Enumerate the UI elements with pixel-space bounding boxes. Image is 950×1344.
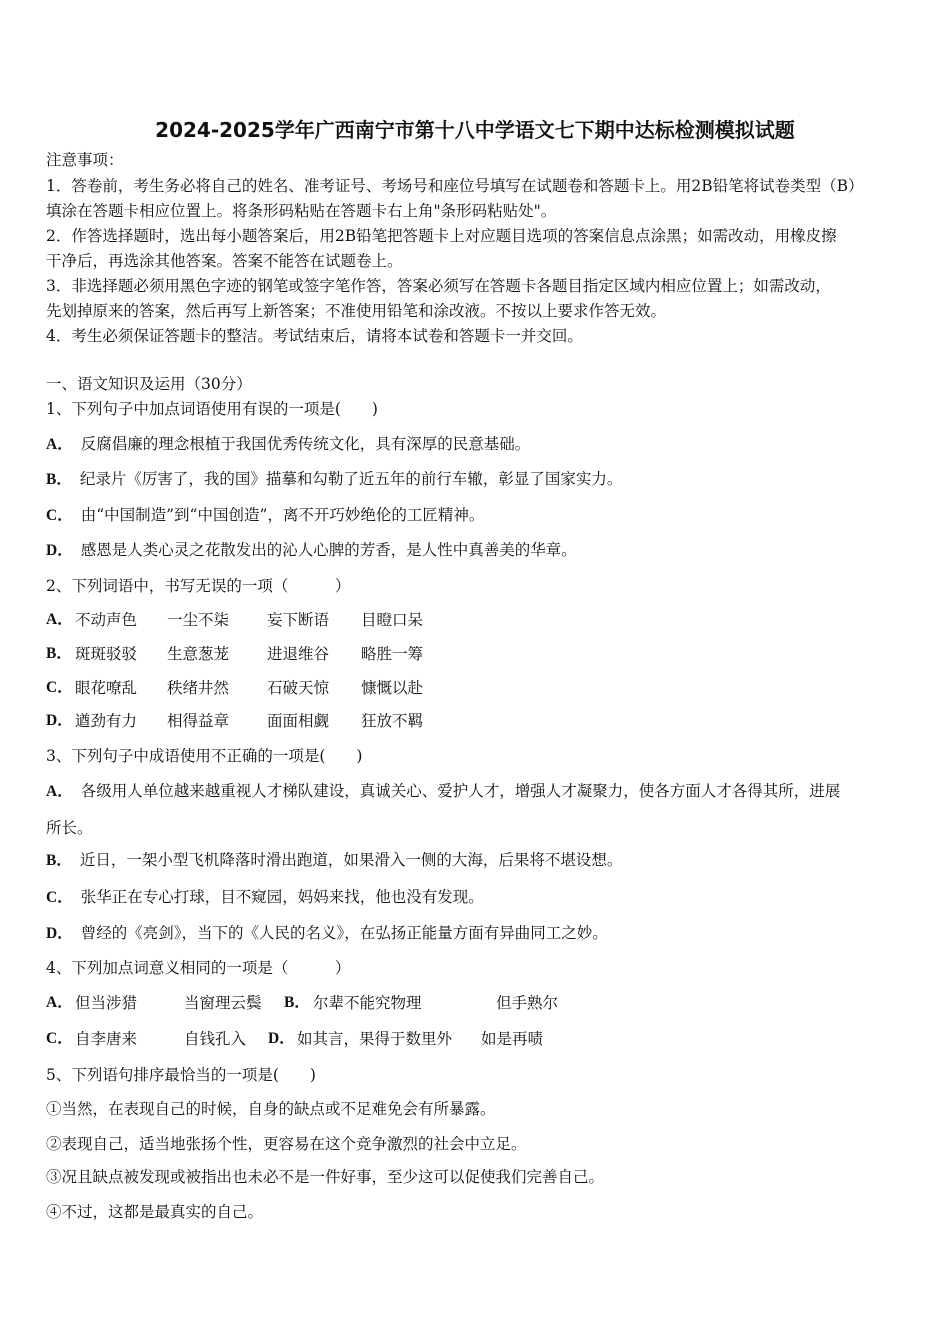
option-b: [46, 850, 622, 871]
notice-line: 4．考生必须保证答题卡的整洁。考试结束后，请将本试卷和答题卡一并交回。: [46, 327, 583, 345]
option-a-word-2: 当窗理云鬓: [184, 994, 262, 1012]
option-word: 不动声色: [75, 611, 138, 629]
option-text: 由“中国制造”到“中国创造”，离不开巧妙绝伦的工匠精神。: [80, 506, 485, 524]
option-word: 遒劲有力: [75, 712, 138, 730]
option-d: [46, 540, 577, 561]
option-key: B．: [284, 994, 310, 1011]
option-word: 妄下断语: [267, 611, 330, 629]
option-b: [46, 469, 622, 490]
question-1-stem: 1、下列句子中加点词语使用有误的一项是( ): [46, 400, 378, 418]
option-key: D．: [46, 542, 73, 559]
option-word: 眼花嘹乱: [75, 679, 138, 697]
notice-line: 2．作答选择题时，选出每小题答案后，用2B铅笔把答题卡上对应题目选项的答案信息点涂黑；如需改动，用橡皮擦: [46, 227, 837, 245]
question-4-stem: 4、下列加点词意义相同的一项是（ ）: [46, 959, 351, 977]
option-word: 狂放不羁: [361, 712, 424, 730]
notice-line: 1．答卷前，考生务必将自己的姓名、准考证号、考场号和座位号填写在试题卷和答题卡上。用2B铅笔将试卷类型（B）: [46, 177, 864, 195]
option-word: 石破天惊: [267, 679, 330, 697]
notice-line: 3．非选择题必须用黑色字迹的钢笔或签字笔作答，答案必须写在答题卡各题目指定区域内相应位置上；如需改动，: [46, 277, 831, 295]
option-word: 略胜一筹: [361, 645, 424, 663]
option-text: 曾经的《亮剑》，当下的《人民的名义》，在弘扬正能量方面有异曲同工之妙。: [80, 924, 608, 942]
option-key: D．: [268, 1030, 295, 1047]
option-d-word-2: 如是再啧: [481, 1030, 544, 1048]
sentence-item: ②表现自己，适当地张扬个性，更容易在这个竞争激烈的社会中立足。: [46, 1135, 527, 1153]
option-a-continued: 所长。: [46, 819, 93, 837]
notice-line: 填涂在答题卡相应位置上。将条形码粘贴在答题卡右上角"条形码粘贴处"。: [46, 202, 557, 220]
option-b-word-1: 尔辈不能究物理: [313, 994, 422, 1012]
question-2-stem: 2、下列词语中，书写无误的一项（ ）: [46, 577, 351, 595]
option-word: 相得益章: [167, 712, 230, 730]
option-key: C．: [46, 889, 73, 906]
option-key: B．: [46, 645, 72, 662]
option-key: D．: [46, 712, 73, 729]
option-key: A．: [46, 436, 73, 453]
option-key: C．: [46, 1030, 73, 1047]
option-key: C．: [46, 507, 73, 524]
option-key: C．: [46, 679, 73, 696]
option-text: 近日，一架小型飞机降落时滑出跑道，如果滑入一侧的大海，后果将不堪设想。: [79, 851, 623, 869]
option-word: 秩绪井然: [167, 679, 230, 697]
option-text: 纪录片《厉害了，我的国》描摹和勾勒了近五年的前行车辙，彰显了国家实力。: [79, 470, 623, 488]
notice-line: 先划掉原来的答案，然后再写上新答案；不准使用铅笔和涂改液。不按以上要求作答无效。: [46, 302, 667, 320]
option-word: 进退维谷: [267, 645, 330, 663]
option-text: 张华正在专心打球，目不窥园，妈妈来找，他也没有发现。: [80, 888, 484, 906]
option-a: [46, 781, 840, 802]
notice-heading: 注意事项：: [46, 151, 124, 169]
option-b-word-2: 但手熟尔: [496, 994, 559, 1012]
option-a-word-1: 但当涉猎: [75, 994, 138, 1012]
section-heading: 一、语文知识及运用（30分）: [46, 375, 252, 393]
option-c: [46, 887, 484, 908]
option-key: B．: [46, 471, 72, 488]
option-c-word-1: 自李唐来: [75, 1030, 138, 1048]
option-key: D．: [46, 925, 73, 942]
option-text: 感恩是人类心灵之花散发出的沁人心脾的芳香，是人性中真善美的华章。: [80, 541, 577, 559]
option-key: A．: [46, 994, 73, 1011]
option-word: 面面相觑: [267, 712, 330, 730]
option-c-word-2: 自钱孔入: [184, 1030, 247, 1048]
question-5-stem: 5、下列语句排序最恰当的一项是( ): [46, 1066, 316, 1084]
option-text: 各级用人单位越来越重视人才梯队建设，真诚关心、爱护人才，增强人才凝聚力，使各方面人才各得其所，进展: [80, 782, 841, 800]
notice-line: 干净后，再选涂其他答案。答案不能答在试题卷上。: [46, 252, 403, 270]
option-key: B．: [46, 852, 72, 869]
option-word: 斑斑驳驳: [75, 645, 138, 663]
sentence-item: ④不过，这都是最真实的自己。: [46, 1203, 264, 1221]
sentence-item: ③况且缺点被发现或被指出也未必不是一件好事，至少这可以促使我们完善自己。: [46, 1168, 605, 1186]
option-a: [46, 434, 530, 455]
page-title: 2024-2025学年广西南宁市第十八中学语文七下期中达标检测模拟试题: [155, 118, 795, 142]
option-key: A．: [46, 783, 73, 800]
option-text: 反腐倡廉的理念根植于我国优秀传统文化，具有深厚的民意基础。: [80, 435, 531, 453]
option-d-word-1: 如其言，果得于数里外: [297, 1030, 453, 1048]
option-word: 目瞪口呆: [361, 611, 424, 629]
option-word: 慷慨以赴: [361, 679, 424, 697]
option-word: 一尘不柒: [167, 611, 230, 629]
option-key: A．: [46, 611, 73, 628]
option-d: [46, 923, 608, 944]
option-word: 生意葱茏: [167, 645, 230, 663]
option-c: [46, 505, 484, 526]
sentence-item: ①当然，在表现自己的时候，自身的缺点或不足难免会有所暴露。: [46, 1100, 496, 1118]
question-3-stem: 3、下列句子中成语使用不正确的一项是( ): [46, 747, 363, 765]
